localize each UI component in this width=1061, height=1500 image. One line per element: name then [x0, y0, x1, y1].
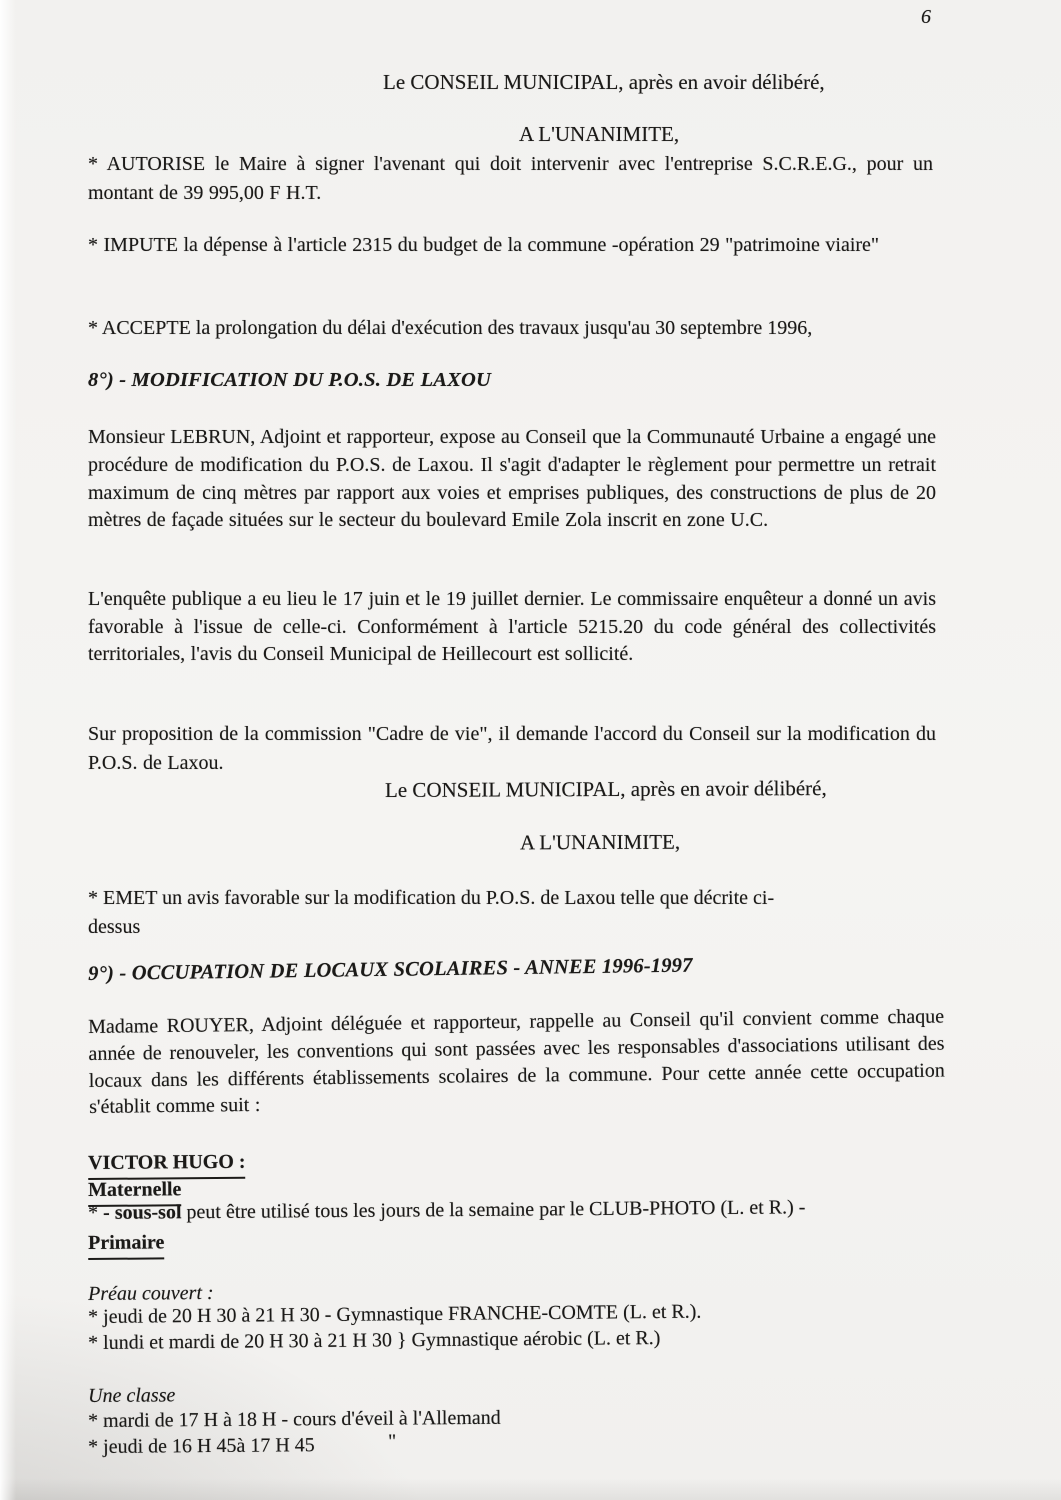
primaire-heading-text: Primaire — [88, 1228, 165, 1260]
paragraph-lebrun: Monsieur LEBRUN, Adjoint et rapporteur, expose au Conseil que la Communauté Urbaine a engagé une procédure de modification du P.O.S. de Laxou. Il s'agit d'adapter le règlement pour permettre un retrait maximum de cinq mètres par rapport aux voies et emprises publiques, des constructions de plus de 20 mètres de façade situées sur le secteur du boulevard Emile Zola inscrit en zone U.C. — [88, 426, 936, 532]
resolution-emet-line-1: * EMET un avis favorable sur la modification du P.O.S. de Laxou telle que décrite ci- — [88, 887, 775, 909]
preau-item-lundi-mardi: * lundi et mardi de 20 H 30 à 21 H 30 } Gymnastique aérobic (L. et R.) — [88, 1327, 661, 1354]
paragraph-rouyer: Madame ROUYER, Adjoint déléguée et rapporteur, rappelle au Conseil qu'il convient comme chaque année de renouveler, les conventions qui sont passées avec les responsables d'associations utilisant des locaux dans les différents établissements scolaires de la commune. Pour cette année cette occupation s'établit comme suit : — [88, 1005, 945, 1119]
item-sous-sol-rest: peut être utilisé tous les jours de la semaine par le CLUB-PHOTO (L. et R.) - — [181, 1196, 806, 1224]
item-bullet: * — [88, 1201, 104, 1224]
classe-item-jeudi — [88, 1426, 988, 1461]
ditto-mark: " — [387, 1430, 397, 1453]
preau-couvert-heading: Préau couvert : — [88, 1281, 214, 1305]
deliberation-council-line-1: Le CONSEIL MUNICIPAL, après en avoir délibéré, — [383, 70, 825, 94]
resolution-impute: * IMPUTE la dépense à l'article 2315 du budget de la commune -opération 29 "patrimoine viaire" — [88, 234, 880, 256]
paragraph-enquete: L'enquête publique a eu lieu le 17 juin et le 19 juillet dernier. Le commissaire enquêteur a donné un avis favorable à l'issue de celle-ci. Conformément à l'article 5215.20 du code général des collectivités territoriales, l'avis du Conseil Municipal de Heillecourt est sollicité. — [88, 588, 936, 666]
maternelle-item-sous-sol — [88, 1192, 988, 1227]
section-9-title: 9°) - OCCUPATION DE LOCAUX SCOLAIRES - ANNEE 1996-1997 — [88, 954, 693, 985]
preau-item-jeudi: * jeudi de 20 H 30 à 21 H 30 - Gymnastique FRANCHE-COMTE (L. et R.). — [88, 1300, 702, 1328]
classe-item-mardi: * mardi de 17 H à 18 H - cours d'éveil à l'Allemand — [88, 1406, 501, 1432]
vote-unanimity-line-1: A L'UNANIMITE, — [519, 122, 680, 146]
school-victor-hugo-heading-text: VICTOR HUGO : — [88, 1148, 246, 1180]
paragraph-proposition: Sur proposition de la commission "Cadre de vie", il demande l'accord du Conseil sur la modification du P.O.S. de Laxou. — [88, 723, 936, 774]
primaire-heading — [88, 1228, 165, 1260]
classe-item-jeudi-text: * jeudi de 16 H 45à 17 H 45 — [88, 1434, 315, 1458]
page-number: 6 — [921, 6, 931, 28]
resolution-accepte: * ACCEPTE la prolongation du délai d'exécution des travaux jusqu'au 30 septembre 1996, — [88, 317, 813, 339]
vote-unanimity-line-2: A L'UNANIMITE, — [519, 829, 681, 855]
section-8-title: 8°) - MODIFICATION DU P.O.S. DE LAXOU — [88, 369, 492, 391]
resolution-autorise: * AUTORISE le Maire à signer l'avenant qui doit intervenir avec l'entreprise S.C.R.E.G., pour un montant de 39 995,00 F H.T. — [88, 153, 933, 204]
item-sous-sol-bold: - sous-sol — [103, 1201, 182, 1224]
resolution-emet-line-2: dessus — [88, 916, 141, 938]
deliberation-council-line-2: Le CONSEIL MUNICIPAL, après en avoir délibéré, — [384, 776, 827, 802]
une-classe-heading: Une classe — [88, 1384, 176, 1407]
maternelle-heading-text: Maternelle — [88, 1175, 182, 1207]
